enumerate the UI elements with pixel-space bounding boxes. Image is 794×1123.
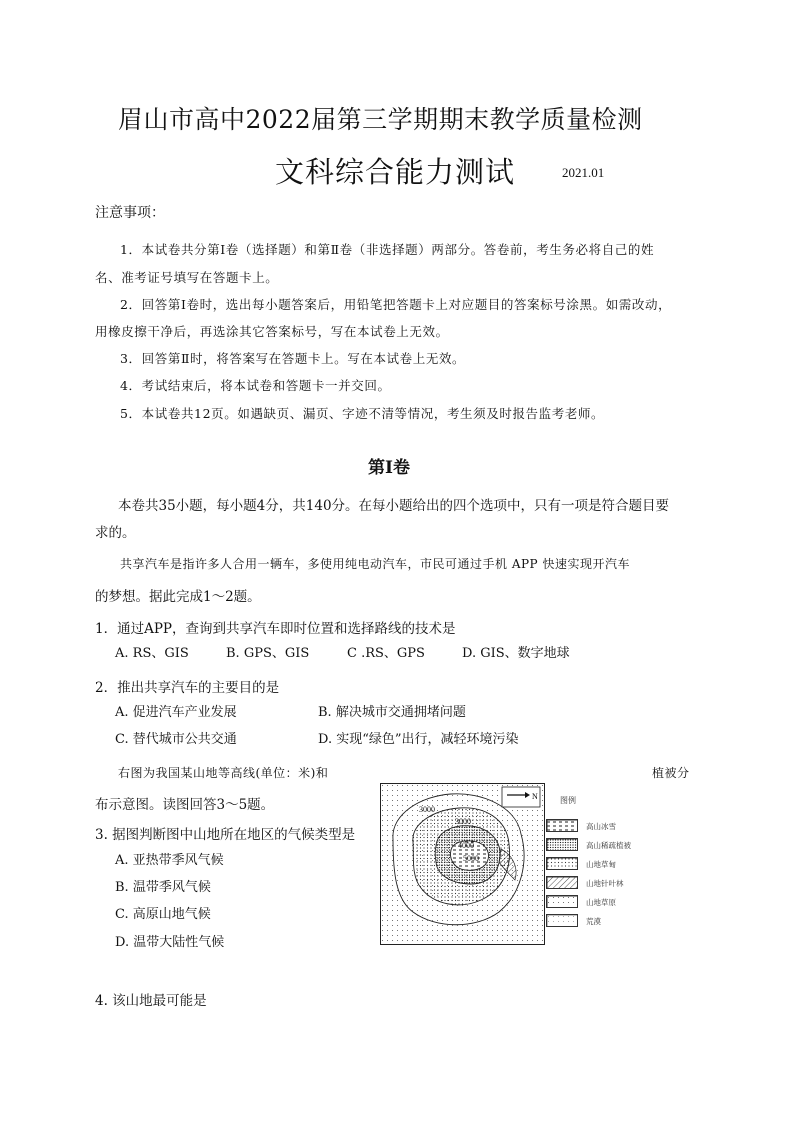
legend-item-grassland: [546, 895, 646, 909]
question-3-option-a: A. 亚热带季风气候: [115, 853, 224, 868]
question-3-option-c: C. 高原山地气候: [115, 907, 211, 922]
passage-1-line-1: 共享汽车是指许多人合用一辆车，多使用纯电动汽车，市民可通过手机 APP 快速实现开汽车: [120, 557, 630, 571]
note-item-1-line-2: 名、准考证号填写在答题卡上。: [95, 270, 279, 285]
note-item-1-line-1: 1．本试卷共分第Ⅰ卷（选择题）和第Ⅱ卷（非选择题）两部分。答卷前，考生务必将自己的姓: [120, 242, 655, 257]
legend-swatch-desert: [546, 914, 578, 927]
legend-swatch-conifer-forest: [546, 876, 578, 889]
legend-item-conifer-forest: [546, 876, 646, 890]
legend-swatch-ice-snow: [546, 819, 578, 832]
passage-2-line-2: 布示意图。读图回答3～5题。: [95, 797, 275, 813]
contour-label-3000-inner: 3000: [455, 817, 471, 826]
question-3-option-d: D. 温带大陆性气候: [115, 935, 225, 950]
passage-2-line-1-left: 右图为我国某山地等高线(单位：米)和: [118, 766, 329, 780]
section-intro-line-1: 本卷共35小题，每小题4分，共140分。在每小题给出的四个选项中，只有一项是符合题目要: [118, 498, 670, 514]
contour-label-5000: 5000: [463, 854, 479, 863]
passage-1-line-2: 的梦想。据此完成1～2题。: [95, 589, 261, 605]
question-3-option-b: B. 温带季风气候: [115, 880, 211, 895]
legend-label-sparse-vegetation: 高山稀疏植被: [586, 841, 631, 850]
question-2-option-c: C. 替代城市公共交通: [115, 732, 237, 747]
notes-heading: 注意事项：: [95, 205, 165, 221]
legend-label-grassland: 山地草原: [586, 898, 616, 907]
note-item-2-line-2: 用橡皮擦干净后，再选涂其它答案标号，写在本试卷上无效。: [95, 324, 449, 339]
exam-date: 2021.01: [562, 165, 605, 180]
question-2-stem: 2．推出共享汽车的主要目的是: [95, 680, 280, 696]
note-item-2-line-1: 2．回答第Ⅰ卷时，选出每小题答案后，用铅笔把答题卡上对应题目的答案标号涂黑。如需改动，: [120, 297, 672, 312]
contour-map-drawing: [381, 784, 544, 944]
legend-item-ice-snow: [546, 819, 646, 833]
contour-label-4000: 4000: [458, 841, 474, 850]
passage-2-line-1-right: 植被分: [652, 766, 690, 780]
legend-swatch-meadow: [546, 857, 578, 870]
note-item-3: 3．回答第Ⅱ时，将答案写在答题卡上。写在本试卷上无效。: [120, 351, 466, 366]
section-intro-line-2: 求的。: [95, 525, 136, 541]
legend-title: 图例: [560, 796, 576, 805]
map-legend: [546, 795, 646, 943]
question-1-option-c: C .RS、GPS: [347, 646, 425, 661]
contour-map: [380, 783, 545, 945]
contour-label-3000-outer: 3000: [419, 805, 435, 814]
legend-item-sparse-vegetation: [546, 838, 646, 852]
legend-item-desert: [546, 914, 646, 928]
question-1-option-b: B. GPS、GIS: [226, 646, 310, 661]
legend-label-meadow: 山地草甸: [586, 860, 616, 869]
legend-swatch-grassland: [546, 895, 578, 908]
question-2-option-b: B. 解决城市交通拥堵问题: [318, 705, 466, 720]
legend-swatch-sparse-vegetation: [546, 838, 578, 851]
north-arrow-label: N: [532, 792, 538, 801]
question-1-stem: 1．通过APP，查询到共享汽车即时位置和选择路线的技术是: [95, 621, 456, 637]
section-title: 第Ⅰ卷: [368, 458, 410, 478]
legend-label-desert: 荒漠: [586, 917, 601, 926]
question-1-option-a: A. RS、GIS: [115, 646, 189, 661]
legend-item-meadow: [546, 857, 646, 871]
question-1-option-d: D. GIS、数字地球: [462, 646, 570, 661]
question-3-stem: 3. 据图判断图中山地所在地区的气候类型是: [95, 827, 356, 843]
exam-subtitle: 文科综合能力测试: [275, 155, 516, 189]
exam-title: 眉山市高中2022届第三学期期末教学质量检测: [118, 105, 643, 134]
legend-label-conifer-forest: 山地针叶林: [586, 879, 624, 888]
note-item-5: 5．本试卷共12页。如遇缺页、漏页、字迹不清等情况，考生须及时报告监考老师。: [120, 406, 605, 421]
legend-label-ice-snow: 高山冰雪: [586, 822, 616, 831]
question-4-stem: 4. 该山地最可能是: [95, 993, 207, 1009]
note-item-4: 4．考试结束后，将本试卷和答题卡一并交回。: [120, 378, 391, 393]
question-2-option-d: D. 实现“绿色”出行，减轻环境污染: [318, 732, 519, 747]
question-2-option-a: A. 促进汽车产业发展: [115, 705, 237, 720]
